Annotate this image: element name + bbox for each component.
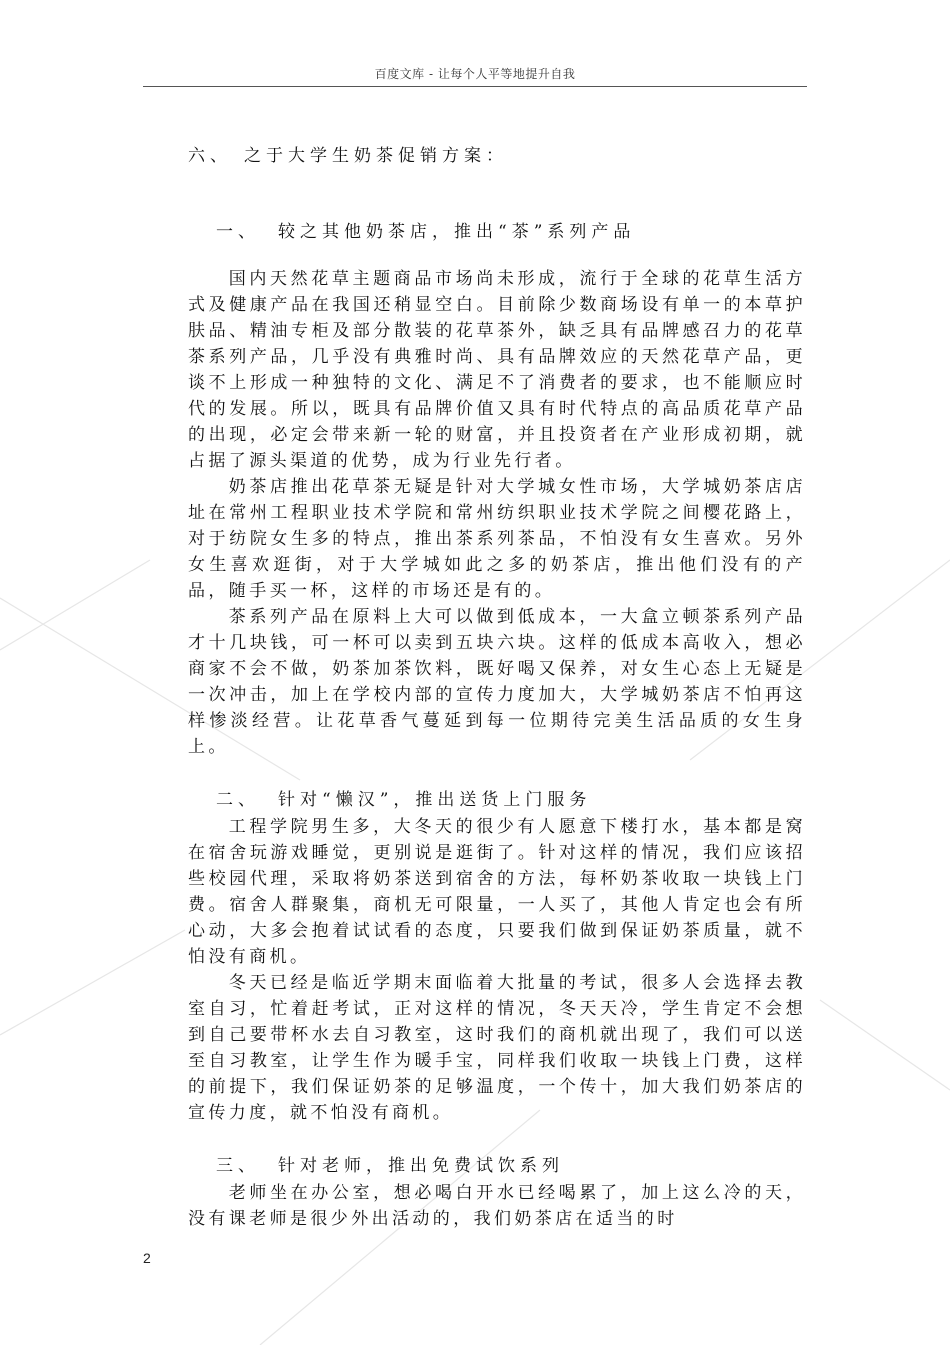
section-title: 较之其他奶茶店，推出“茶”系列产品: [278, 222, 636, 242]
section-gap: [188, 760, 806, 786]
main-section-title: 之于大学生奶茶促销方案：: [244, 146, 508, 166]
main-section-number: 六、: [188, 146, 232, 166]
section-title: 针对“懒汉”，推出送货上门服务: [278, 790, 592, 810]
paragraph: 冬天已经是临近学期末面临着大批量的考试，很多人会选择去教室自习，忙着赶考试，正对这样的情况，冬天天冷，学生肯定不会想到自己要带杯水去自习教室，这时我们的商机就出现了，我们可以送至自习教室，让学生作为暖手宝，同样我们收取一块钱上门费，这样的前提下，我们保证奶茶的足够温度，一个传十，加大我们奶茶店的宣传力度，就不怕没有商机。: [188, 973, 806, 1123]
page-header: [143, 62, 807, 87]
paragraph: 茶系列产品在原料上大可以做到低成本，一大盒立顿茶系列产品才十几块钱，可一杯可以卖到五块六块。这样的低成本高收入，想必商家不会不做，奶茶加茶饮料，既好喝又保养，对女生心态上无疑是一次冲击，加上在学校内部的宣传力度加大，大学城奶茶店不怕再这样惨淡经营。让花草香气蔓延到每一位期待完美生活品质的女生身上。: [188, 607, 806, 757]
paragraph: 工程学院男生多，大冬天的很少有人愿意下楼打水，基本都是窝在宿舍玩游戏睡觉，更别说是逛街了。针对这样的情况，我们应该招些校园代理，采取将奶茶送到宿舍的方法，每杯奶茶收取一块钱上门费。宿舍人群聚集，商机无可限量，一人买了，其他人肯定也会有所心动，大多会抱着试试看的态度，只要我们做到保证奶茶质量，就不怕没有商机。: [188, 817, 806, 967]
section-heading-3: [188, 1152, 806, 1180]
document-body: [188, 142, 806, 1232]
main-section-heading: [188, 142, 806, 170]
section-number: 三、: [216, 1156, 260, 1176]
section-heading-2: [188, 786, 806, 814]
section-number: 一、: [216, 222, 260, 242]
paragraph: 国内天然花草主题商品市场尚未形成，流行于全球的花草生活方式及健康产品在我国还稍显空白。目前除少数商场设有单一的本草护肤品、精油专柜及部分散装的花草茶外，缺乏具有品牌感召力的花草茶系列产品，几乎没有典雅时尚、具有品牌效应的天然花草产品，更谈不上形成一种独特的文化、满足不了消费者的要求，也不能顺应时代的发展。所以，既具有品牌价值又具有时代特点的高品质花草产品的出现，必定会带来新一轮的财富，并且投资者在产业形成初期，就占据了源头渠道的优势，成为行业先行者。: [188, 269, 806, 471]
section-gap: [188, 1126, 806, 1152]
section-number: 二、: [216, 790, 260, 810]
paragraph: 老师坐在办公室，想必喝白开水已经喝累了，加上这么冷的天，没有课老师是很少外出活动的，我们奶茶店在适当的时: [188, 1183, 806, 1229]
page-number: 2: [143, 1250, 151, 1266]
section-heading-1: [188, 218, 806, 246]
header-text: 百度文库 - 让每个人平等地提升自我: [374, 67, 576, 81]
paragraph: 奶茶店推出花草茶无疑是针对大学城女性市场，大学城奶茶店店址在常州工程职业技术学院和常州纺织职业技术学院之间樱花路上，对于纺院女生多的特点，推出茶系列茶品，不怕没有女生喜欢。另外女生喜欢逛街，对于大学城如此之多的奶茶店，推出他们没有的产品，随手买一杯，这样的市场还是有的。: [188, 477, 806, 601]
section-title: 针对老师，推出免费试饮系列: [278, 1156, 564, 1176]
